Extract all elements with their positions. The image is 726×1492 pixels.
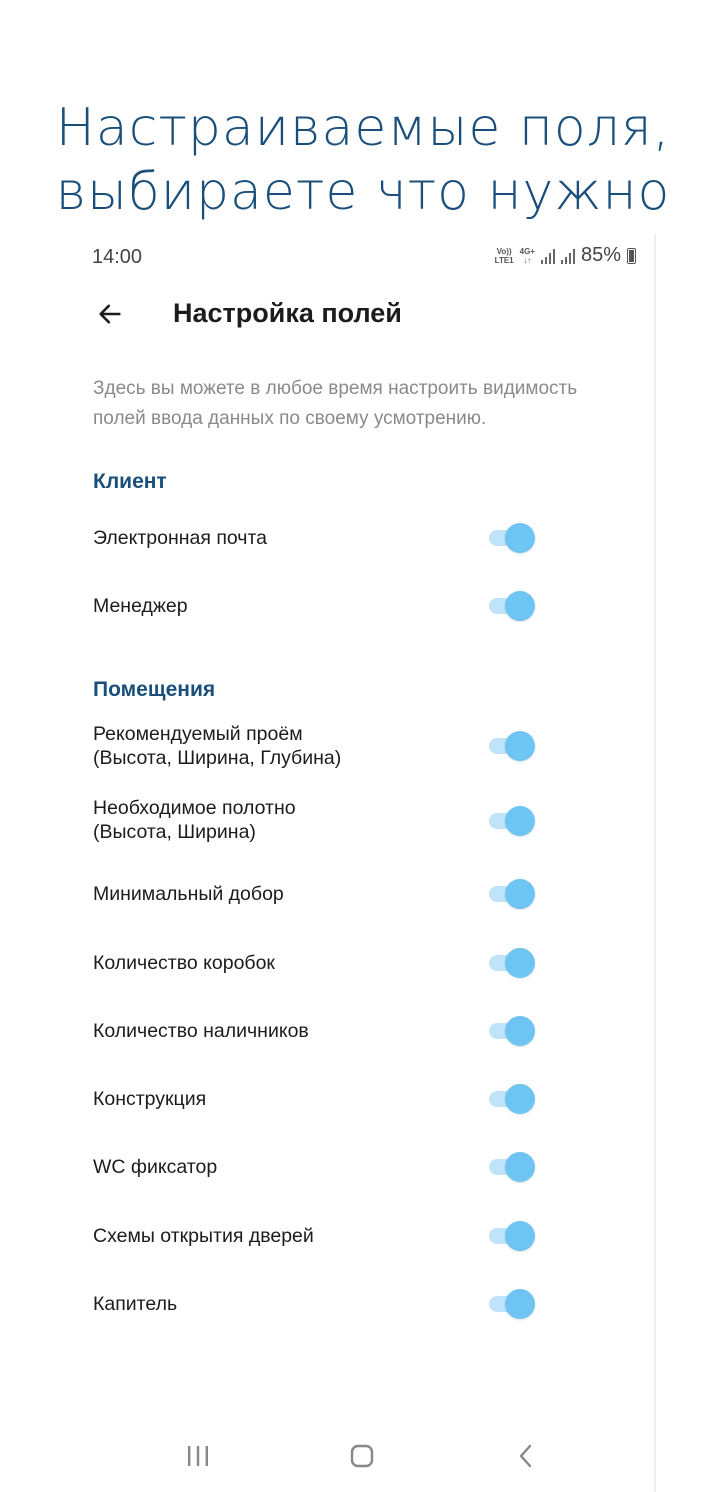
setting-label: Рекомендуемый проём <box>93 723 303 745</box>
setting-label: Электронная почта <box>93 527 268 549</box>
toggle-min-extension[interactable] <box>489 877 537 911</box>
setting-label: Необходимое полотно <box>93 797 296 819</box>
status-icons <box>495 244 636 267</box>
setting-row-construction <box>93 1087 633 1111</box>
status-time: 14:00 <box>92 246 143 268</box>
recents-button[interactable] <box>178 1440 218 1472</box>
description-text: Здесь вы можете в любое время настроить видимость полей ввода данных по своему усмотрению. <box>93 378 578 429</box>
setting-label: WC фиксатор <box>93 1156 218 1178</box>
setting-row-capital <box>93 1292 633 1316</box>
section-title-client: Клиент <box>93 470 167 493</box>
toggle-casing-count[interactable] <box>489 1014 537 1048</box>
setting-sublabel: (Высота, Ширина) <box>93 821 256 843</box>
promo-heading <box>0 96 726 224</box>
home-button[interactable] <box>342 1440 382 1472</box>
toggle-email[interactable] <box>489 521 537 555</box>
setting-row-email <box>93 526 633 550</box>
phone-screen <box>0 234 656 1492</box>
back-button[interactable] <box>86 292 134 336</box>
system-nav-bar <box>0 1432 656 1480</box>
volte-indicator: Vo)) LTE1 <box>494 246 514 265</box>
promo-line-1: Настраиваемые поля, <box>55 98 671 158</box>
promo-line-2: выбираете что нужно <box>55 162 671 222</box>
signal-2-icon <box>561 248 575 264</box>
network-indicator: 4G+ ↓↑ <box>519 246 535 265</box>
setting-row-box-count <box>93 951 633 975</box>
recents-icon <box>185 1444 211 1468</box>
setting-row-casing-count <box>93 1019 633 1043</box>
setting-sublabel: (Высота, Ширина, Глубина) <box>93 747 342 769</box>
setting-label: Капитель <box>93 1293 178 1315</box>
toggle-capital[interactable] <box>489 1287 537 1321</box>
setting-label: Менеджер <box>93 595 188 617</box>
nav-back-button[interactable] <box>506 1440 546 1472</box>
toggle-manager[interactable] <box>489 589 537 623</box>
toggle-door-opening-schemes[interactable] <box>489 1219 537 1253</box>
setting-label: Количество наличников <box>93 1020 309 1042</box>
toggle-wc-lock[interactable] <box>489 1150 537 1184</box>
toggle-box-count[interactable] <box>489 946 537 980</box>
app-bar <box>0 286 656 342</box>
setting-row-recommended-opening <box>93 722 633 770</box>
nav-back-icon <box>515 1443 537 1469</box>
setting-row-manager <box>93 594 633 618</box>
signal-1-icon <box>541 248 555 264</box>
toggle-recommended-opening[interactable] <box>489 729 537 763</box>
arrow-left-icon <box>96 300 124 328</box>
home-icon <box>349 1443 375 1469</box>
toggle-construction[interactable] <box>489 1082 537 1116</box>
setting-label: Минимальный добор <box>93 883 284 905</box>
setting-row-door-opening-schemes <box>93 1224 633 1248</box>
setting-label: Конструкция <box>93 1088 207 1110</box>
page-title: Настройка полей <box>173 298 402 328</box>
status-bar <box>0 234 656 282</box>
battery-percent: 85% <box>580 244 621 266</box>
setting-row-min-extension <box>93 882 633 906</box>
setting-label: Схемы открытия дверей <box>93 1225 314 1247</box>
battery-icon <box>627 248 636 264</box>
toggle-required-leaf[interactable] <box>489 804 537 838</box>
section-title-rooms: Помещения <box>93 678 216 701</box>
setting-label: Количество коробок <box>93 952 275 974</box>
setting-row-wc-lock <box>93 1155 633 1179</box>
setting-row-required-leaf <box>93 796 633 844</box>
